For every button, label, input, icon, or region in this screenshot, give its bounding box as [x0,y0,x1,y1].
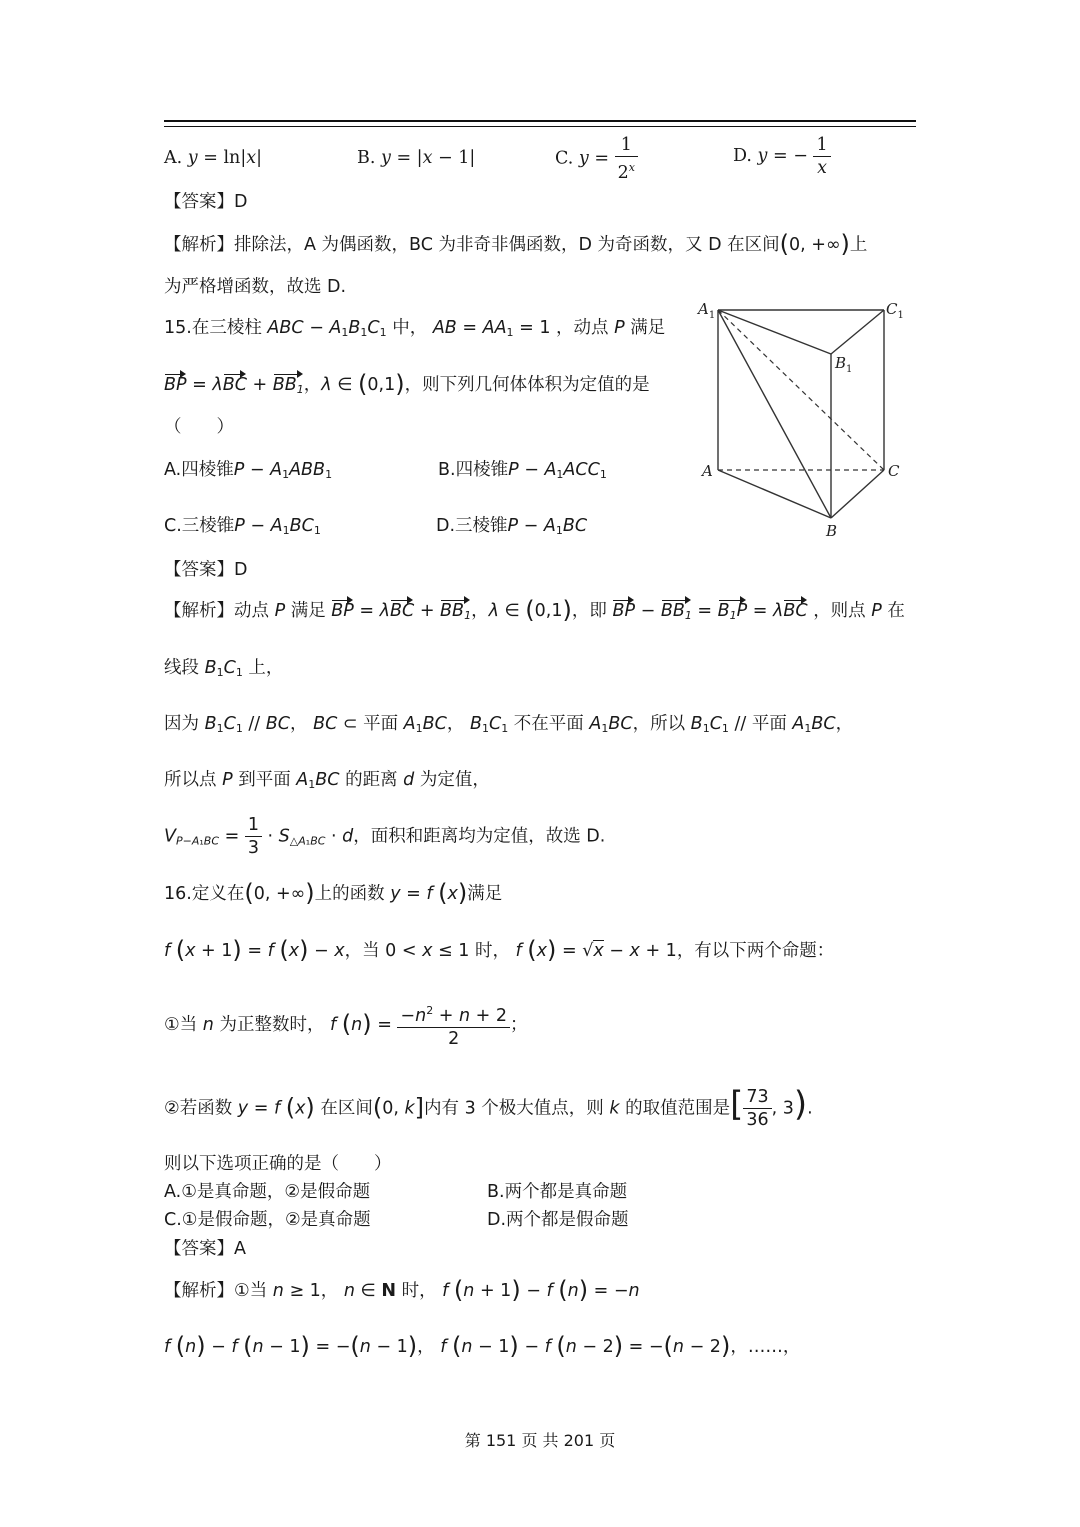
label-c1: $C_1$ [886,300,904,321]
label-c: C [888,462,900,480]
q15-analysis-line1: 【解析】动点 P 满足 BP = $\lambda BC + BB_1$，λ ∈ (0,1)，即 BP − $BB_1 = B_1P = \lambda BC$ ，则点 P 在 [164,598,905,628]
q15-option-d: D.三棱锥$P - A_1BC$ [436,516,588,537]
q16-analysis-line2: f (n) − f (n − 1) = −(n − 1)， f (n − 1) − f (n − 2) = −(n − 2)，……， [164,1332,801,1360]
q15-stem-line1: 15.在三棱柱 ABC − $A_1B_1C_1$ 中， AB = $AA_1 = 1$ ，动点 P 满足 [164,318,666,339]
q14-analysis-line2: 为严格增函数，故选 D. [164,277,347,297]
q16-answer: 【答案】A [164,1239,246,1259]
label-a1: $A_1$ [698,300,716,321]
q16-proposition-2: ②若函数 y = f (x) 在区间(0, k]内有 3 个极大值点，则 k 的取值范围是[ $\frac{73}{36}$ , 3). [164,1084,813,1130]
q14-analysis-line1: 【解析】排除法，A 为偶函数，BC 为非奇非偶函数，D 为奇函数，又 D 在区间(0, +∞)上 [164,230,868,258]
edge-b-c [831,470,884,518]
q14-option-a: A. y = ln|x| [164,148,262,168]
q16-question: 则以下选项正确的是（ ） [164,1154,392,1174]
q16-option-c: C.①是假命题，②是真命题 [164,1210,371,1230]
q16-option-d: D.两个都是假命题 [487,1210,629,1230]
edge-b1-c1 [831,310,884,354]
prism-figure [690,290,930,550]
q16-option-b: B.两个都是真命题 [487,1182,628,1202]
q16-stem-line1: 16.定义在(0, +∞)上的函数 y = f (x)满足 [164,879,503,907]
q15-option-c: C.三棱锥$P - A_1BC_1$ [164,516,321,537]
q15-analysis-line4: 所以点 P 到平面 $A_1BC$ 的距离 d 为定值， [164,770,490,791]
q16-option-a: A.①是真命题，②是假命题 [164,1182,371,1202]
q16-stem-line2: f (x + 1) = f (x) − x，当 0 < x ≤ 1 时， f (x) = √x − x + 1，有以下两个命题： [164,936,835,964]
q15-option-a: A.四棱锥$P - A_1ABB_1$ [164,460,333,481]
q15-option-b: B.四棱锥$P - A_1ACC_1$ [438,460,607,481]
header-rule-thin [164,126,916,127]
q15-analysis-line2: 线段 $B_1C_1$ 上， [164,658,284,679]
edge-a1-b1 [718,310,831,354]
label-b: B [826,522,838,540]
q14-option-c: C. y = $\frac{1}{2^x}$ [555,134,638,184]
q14-answer: 【答案】D [164,192,248,212]
label-a: A [702,462,713,480]
q15-analysis-line5: $V_{P-A_1BC}$ = $\frac{1}{3}$ · $S_{\triangle A_1BC} \cdot d$，面积和距离均为定值，故选 D. [164,815,606,858]
edge-a1-b [718,310,831,518]
q15-analysis-line3: 因为 $B_1C_1$ // BC， BC ⊂ 平面 $A_1BC$， $B_1C_1$ 不在平面 $A_1BC$，所以 $B_1C_1$ // 平面 $A_1BC$， [164,714,854,735]
q16-proposition-1: ①当 n 为正整数时， f (n) = $\frac{-n^2 + n + 2}{2}$ ； [164,1000,528,1050]
q15-paren: （ ） [164,417,234,437]
q16-analysis-line1: 【解析】①当 n ≥ 1， n ∈ N 时， f (n + 1) − f (n) = −n [164,1276,640,1304]
q15-answer: 【答案】D [164,560,248,580]
q14-option-b: B. y = |x − 1| [357,148,476,168]
edge-a-b [718,470,831,518]
q14-option-d: D. y = − $\frac{1}{x}$ [733,134,831,179]
edge-a1-c-hidden [718,310,884,470]
header-rule-thick [164,120,916,122]
q15-stem-line2: BP = $\lambda BC + BB_1$，λ ∈ (0,1)，则下列几何体体积为定值的是 [164,372,650,402]
label-b1: $B_1$ [835,354,853,375]
page-footer: 第 151 页 共 201 页 [464,1431,616,1450]
